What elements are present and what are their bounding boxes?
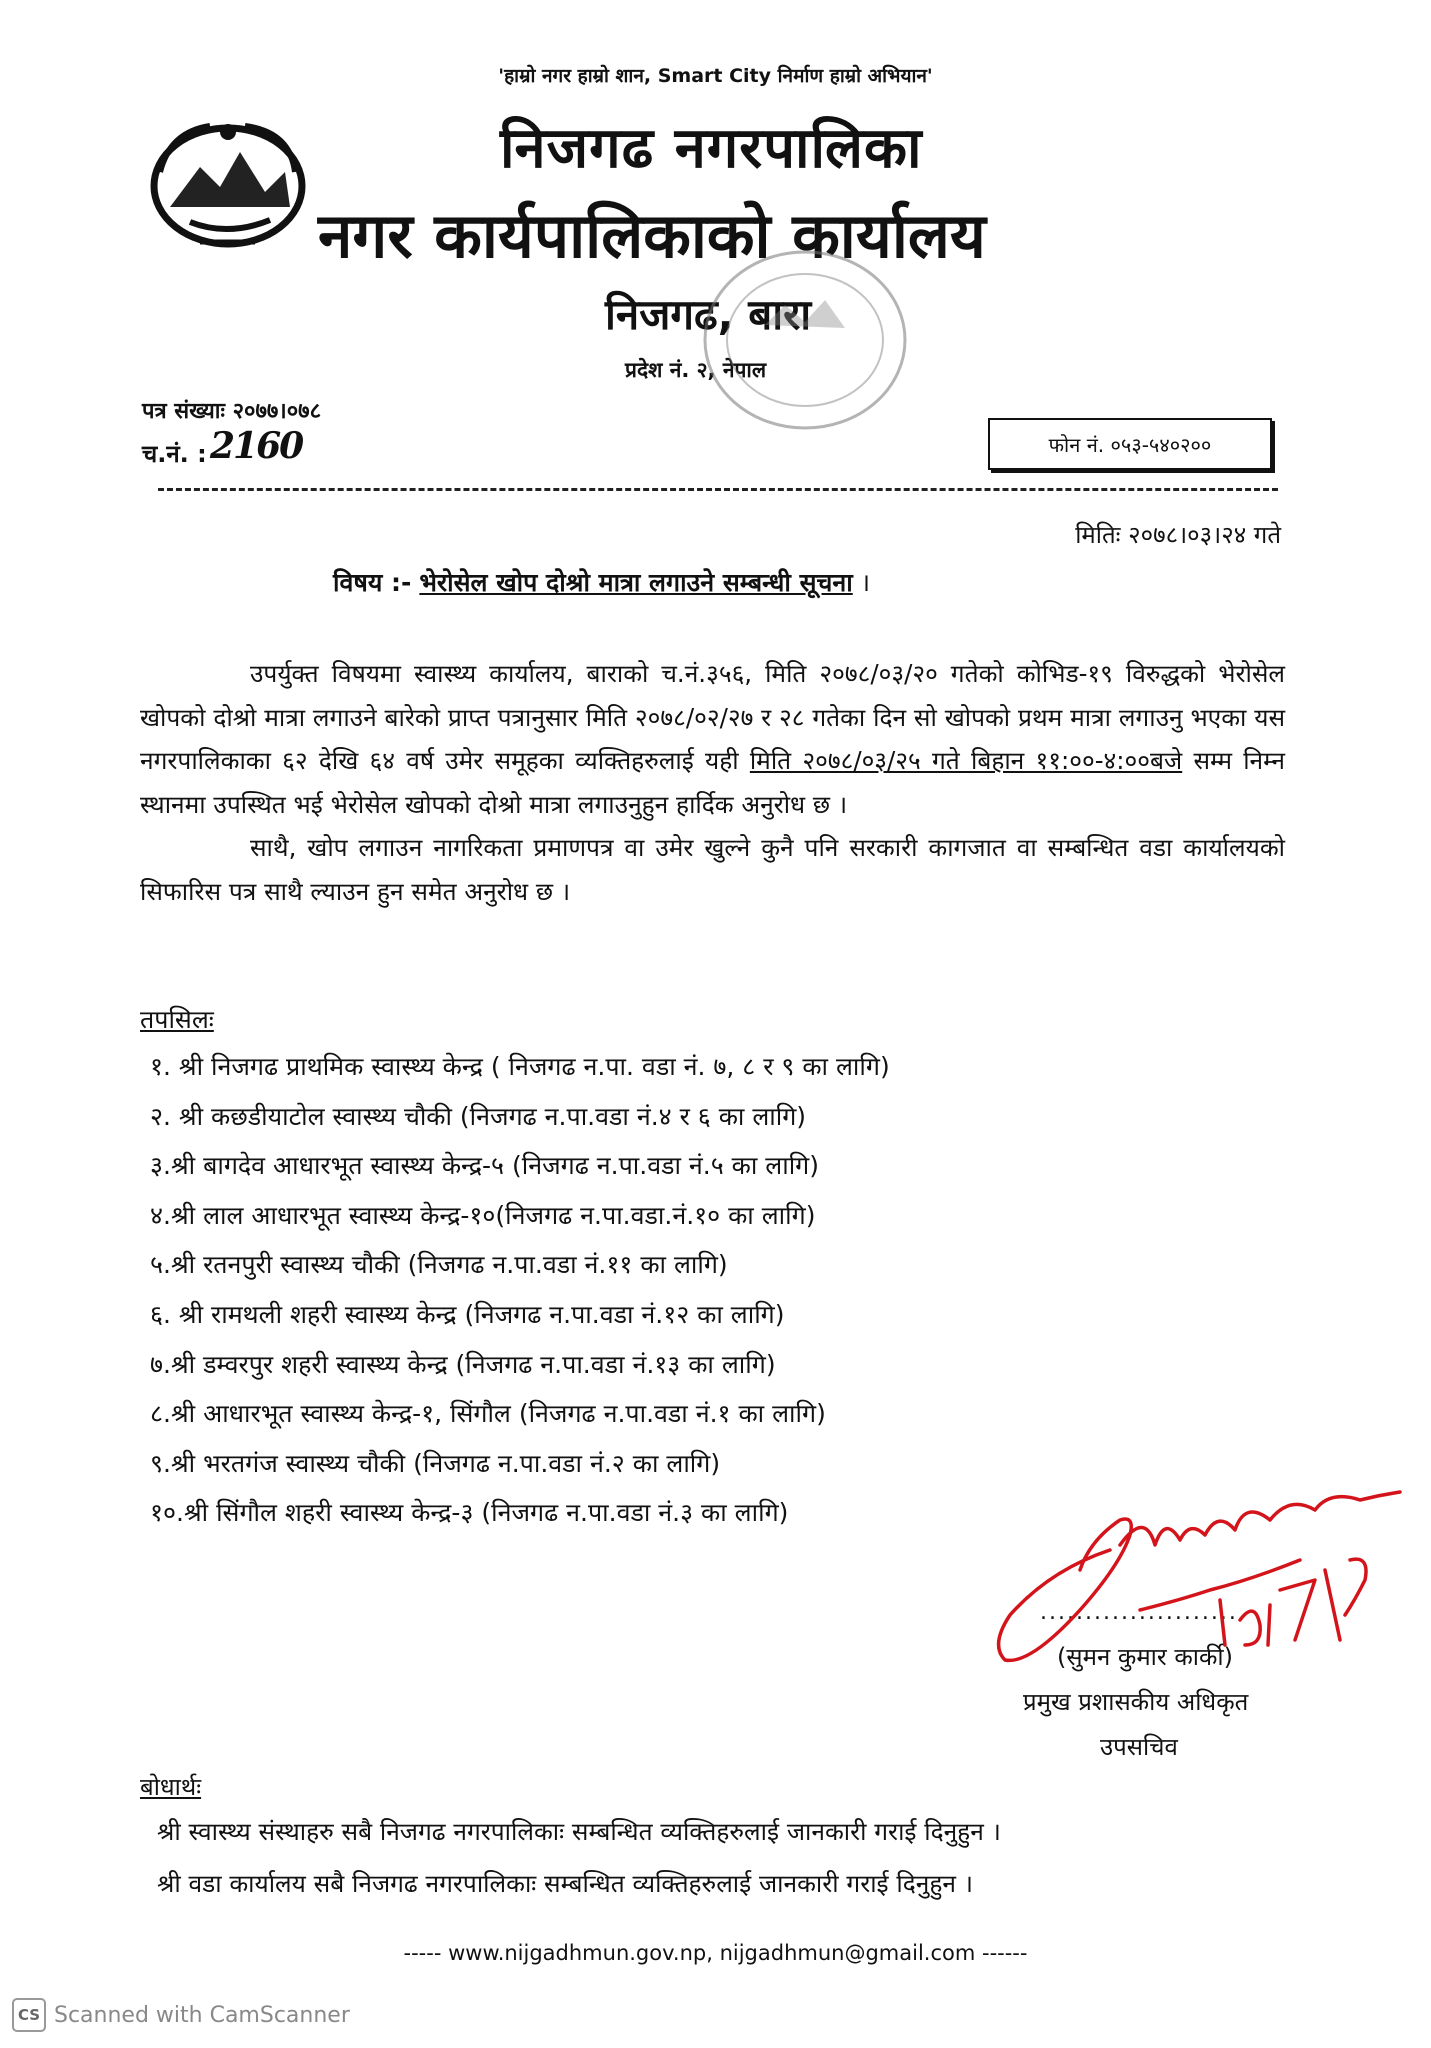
list-item: ६. श्री रामथली शहरी स्वास्थ्य केन्द्र (निजगढ न.पा.वडा नं.१२ का लागि) — [150, 1299, 785, 1329]
list-item: ४.श्री लाल आधारभूत स्वास्थ्य केन्द्र-१०(निजगढ न.पा.वडा.नं.१० का लागि) — [150, 1200, 816, 1230]
para1-part1: उपर्युक्त विषयमा स्वास्थ्य कार्यालय, बाराको च.नं.३५६, मिति २०७८/०३/२० गतेको कोभिड-१९ विरुद्धको भेरोसेल खोपको दोश्रो मात्रा लगाउने बारेको प्राप्त पत्रानुसार मिति २०७८/०२/२७ र २८ गतेका दिन सो खोपको प्रथम मात्रा लगाउनु भएका यस नगरपालिकाका ६२ देखि ६४ वर्ष उमेर समूहका व्यक्तिहरुलाई यही — [140, 659, 1285, 775]
health-center-list — [150, 1042, 890, 1538]
list-item: १०.श्री सिंगौल शहरी स्वास्थ्य केन्द्र-३ (निजगढ न.पा.वडा नं.३ का लागि) — [150, 1498, 789, 1528]
footer-contact: ----- www.nijgadhmun.gov.np, nijgadhmun@gmail.com ------ — [403, 1941, 1028, 1965]
list-item: २. श्री कछडीयाटोल स्वास्थ्य चौकी (निजगढ न.पा.वडा नं.४ र ६ का लागि) — [150, 1101, 807, 1131]
list-item: ५.श्री रतनपुरी स्वास्थ्य चौकी (निजगढ न.पा.वडा नं.११ का लागि) — [150, 1250, 728, 1280]
bodharth-heading: बोधार्थः — [140, 1773, 202, 1801]
watermark-text: Scanned with CamScanner — [54, 2002, 350, 2028]
signatory-title: प्रमुख प्रशासकीय अधिकृत — [1023, 1688, 1249, 1716]
chalani-label: च.नं. : — [142, 440, 207, 468]
bodharth-line-1: श्री स्वास्थ्य संस्थाहरु सबै निजगढ नगरपालिकाः सम्बन्धित व्यक्तिहरुलाई जानकारी गराई दिनुहुन । — [157, 1817, 1001, 1846]
chalani-handwritten-number: 2160 — [210, 425, 303, 467]
tapsil-heading: तपसिलः — [140, 1005, 214, 1034]
separator-line — [158, 488, 1278, 491]
subject-line — [333, 565, 870, 599]
subject-text: भेरोसेल खोप दोश्रो मात्रा लगाउने सम्बन्धी सूचना — [419, 568, 853, 597]
location: निजगढ, बारा — [605, 290, 812, 339]
list-item: ८.श्री आधारभूत स्वास्थ्य केन्द्र-१, सिंगौल (निजगढ न.पा.वडा नं.१ का लागि) — [150, 1399, 826, 1429]
nepal-emblem-icon — [140, 112, 315, 257]
handwritten-signature-icon — [970, 1440, 1410, 1720]
paragraph-2: साथै, खोप लगाउन नागरिकता प्रमाणपत्र वा उमेर खुल्ने कुनै पनि सरकारी कागजात वा सम्बन्धित वडा कार्यालयको सिफारिस पत्र साथै ल्याउन हुन समेत अनुरोध छ । — [140, 833, 1285, 906]
para1-part2: सम्म निम्न स्थानमा उपस्थित भई भेरोसेल खोपको दोश्रो मात्रा लगाउनुहुन हार्दिक अनुरोध छ । — [140, 746, 1285, 819]
date: मितिः २०७८।०३।२४ गते — [1075, 521, 1281, 549]
office-name: नगर कार्यपालिकाको कार्यालय — [318, 199, 986, 272]
body-text — [140, 652, 1285, 913]
subject-end: । — [852, 568, 871, 597]
list-item: १. श्री निजगढ प्राथमिक स्वास्थ्य केन्द्र ( निजगढ न.पा. वडा नं. ७, ८ र ९ का लागि) — [150, 1052, 890, 1081]
tagline: 'हाम्रो नगर हाम्रो शान, Smart City निर्माण हाम्रो अभियान' — [498, 65, 933, 87]
para1-underlined: मिति २०७८/०३/२५ गते बिहान ११:००-४:००बजे — [749, 746, 1183, 775]
signatory-name: (सुमन कुमार कार्की) — [1057, 1643, 1233, 1671]
signatory-rank: उपसचिव — [1100, 1733, 1178, 1761]
province: प्रदेश नं. २, नेपाल — [625, 358, 767, 382]
list-item: ३.श्री बागदेव आधारभूत स्वास्थ्य केन्द्र-५ (निजगढ न.पा.वडा नं.५ का लागि) — [150, 1151, 820, 1181]
phone-box — [988, 418, 1272, 470]
list-item: ९.श्री भरतगंज स्वास्थ्य चौकी (निजगढ न.पा.वडा नं.२ का लागि) — [150, 1448, 721, 1478]
patra-sankhya: पत्र संख्याः २०७७।०७८ — [142, 399, 322, 424]
list-item: ७.श्री डम्वरपुर शहरी स्वास्थ्य केन्द्र (निजगढ न.पा.वडा नं.१३ का लागि) — [150, 1349, 776, 1379]
org-name: निजगढ नगरपालिका — [500, 116, 923, 181]
camscanner-watermark — [12, 1998, 350, 2032]
phone-number: फोन नं. ०५३-५४०२०० — [1048, 432, 1212, 457]
paragraph-1 — [140, 652, 1285, 826]
signature-dots: ...................... — [1040, 1600, 1238, 1625]
bodharth-line-2: श्री वडा कार्यालय सबै निजगढ नगरपालिकाः सम्बन्धित व्यक्तिहरुलाई जानकारी गराई दिनुहुन । — [157, 1869, 974, 1898]
camscanner-logo-icon: CS — [12, 1998, 46, 2032]
subject-label: विषय :- — [333, 568, 412, 597]
office-stamp-icon — [690, 240, 920, 440]
